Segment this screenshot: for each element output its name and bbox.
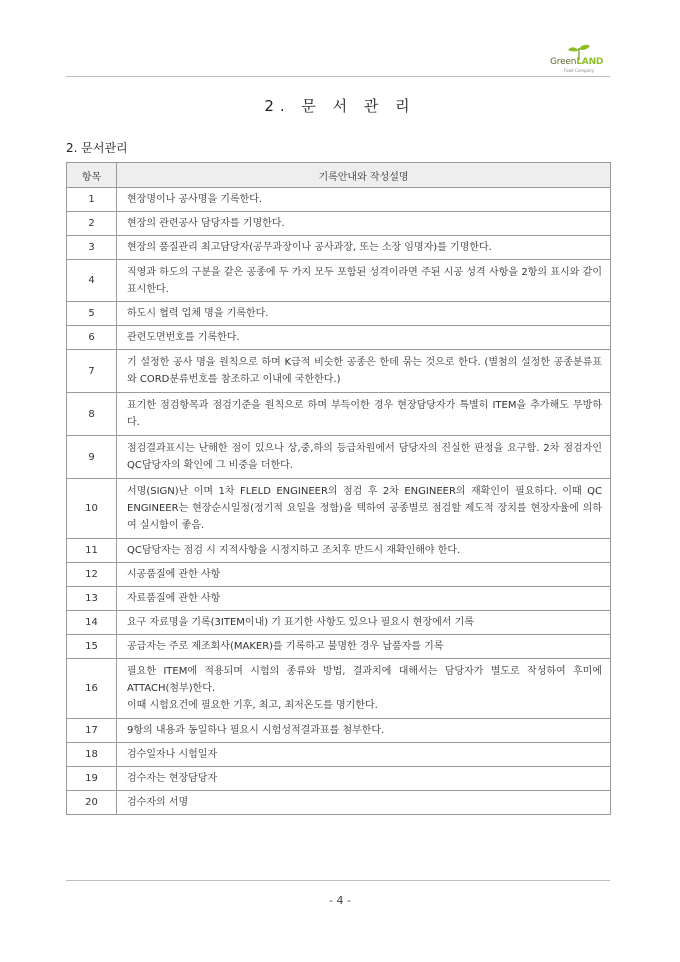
row-description: 점검결과표시는 난해한 점이 있으나 상,중,하의 등급차원에서 담당자의 진실한 판정을 요구함. 2차 점검자인 QC담당자의 확인에 그 비중을 더한다. [117,436,611,479]
row-number: 10 [67,479,117,539]
table-row [67,743,611,767]
row-number: 16 [67,659,117,719]
row-description: 요구 자료명을 기록(3ITEM이내) 기 표기한 사항도 있으나 필요시 현장에서 기록 [117,611,611,635]
table-row [67,791,611,815]
section-heading: 2. 문서관리 [66,141,128,155]
table-row [67,611,611,635]
row-number: 4 [67,260,117,302]
row-description: 현장의 품질관리 최고담당자(공무과장이나 공사과장, 또는 소장 임명자)를 기명한다. [117,236,611,260]
row-description: 검수자의 서명 [117,791,611,815]
table-row [67,350,611,393]
row-number: 8 [67,393,117,436]
row-number: 15 [67,635,117,659]
table-row [67,563,611,587]
row-description: 표기한 점검항목과 점검기준을 원칙으로 하며 부득이한 경우 현장담당자가 특별히 ITEM을 추가해도 무방하다. [117,393,611,436]
row-number: 14 [67,611,117,635]
header-divider [66,76,610,77]
table-row [67,188,611,212]
row-number: 5 [67,302,117,326]
row-number: 11 [67,539,117,563]
table-header-row [67,163,611,188]
row-description-line: 이때 시험요건에 필요한 기후, 최고, 최저온도를 명기한다. [127,700,378,711]
row-number: 12 [67,563,117,587]
footer-divider [66,880,610,881]
table-row [67,260,611,302]
row-number: 3 [67,236,117,260]
row-description: 검수일자나 시험일자 [117,743,611,767]
table-row [67,436,611,479]
row-description: 서명(SIGN)난 이며 1차 FLELD ENGINEER의 점검 후 2차 ENGINEER의 재확인이 필요하다. 이때 QC ENGINEER는 현장순시일정(정기적 요일을 정함)을 택하여 공종별로 점검할 제도적 장치를 현장자율에 의하여 실시함이 좋음. [117,479,611,539]
table-row [67,326,611,350]
row-description: 관련도면번호를 기록한다. [117,326,611,350]
table-row [67,539,611,563]
row-description: 현장명이나 공사명을 기록한다. [117,188,611,212]
table-row [67,719,611,743]
table-row [67,393,611,436]
row-description: QC담당자는 점검 시 지적사항을 시정지하고 조치후 반드시 재확인해야 한다. [117,539,611,563]
table-row [67,635,611,659]
table-row [67,302,611,326]
table-row [67,212,611,236]
row-description: 자료품질에 관한 사항 [117,587,611,611]
table-row [67,587,611,611]
table-row [67,236,611,260]
table-row [67,767,611,791]
row-description: 시공품질에 관한 사항 [117,563,611,587]
header-description: 기록안내와 작성설명 [117,163,611,188]
logo-wordmark: GreenLAND [550,57,604,67]
row-description: 현장의 관련공사 담당자를 기명한다. [117,212,611,236]
row-number: 13 [67,587,117,611]
instruction-table [66,162,611,815]
row-description: 직영과 하도의 구분을 같은 공종에 두 가지 모두 포함된 성격이라면 주된 시공 성격 사항을 2항의 표시와 같이 표시한다. [117,260,611,302]
row-number: 2 [67,212,117,236]
row-description: 9항의 내용과 동일하나 필요시 시험성적결과표를 첨부한다. [117,719,611,743]
row-description: 공급자는 주로 제조회사(MAKER)를 기록하고 불명한 경우 납품자를 기록 [117,635,611,659]
row-description: 기 설정한 공사 명을 원칙으로 하며 K급적 비슷한 공종은 한데 묶는 것으로 한다. (별첨의 설정한 공종분류표와 CORD분류번호를 참조하고 이내에 국한한다.) [117,350,611,393]
page-number: - 4 - [329,894,351,907]
row-number: 19 [67,767,117,791]
logo-subtitle: Food Company [564,68,594,73]
row-number: 20 [67,791,117,815]
document-title: 2. 문 서 관 리 [264,97,416,115]
table-row [67,659,611,719]
row-description [117,659,611,719]
company-logo [550,44,610,74]
row-description-line: 필요한 ITEM에 적용되며 시험의 종류와 방법, 결과치에 대해서는 담당자가 별도로 작성하여 후미에 ATTACH(첨부)한다. [127,666,602,694]
row-number: 6 [67,326,117,350]
row-number: 18 [67,743,117,767]
header-item-number: 항목 [67,163,117,188]
row-number: 17 [67,719,117,743]
row-number: 1 [67,188,117,212]
row-number: 9 [67,436,117,479]
row-description: 하도시 협력 업체 명을 기록한다. [117,302,611,326]
row-number: 7 [67,350,117,393]
table-row [67,479,611,539]
row-description: 검수자는 현장담당자 [117,767,611,791]
